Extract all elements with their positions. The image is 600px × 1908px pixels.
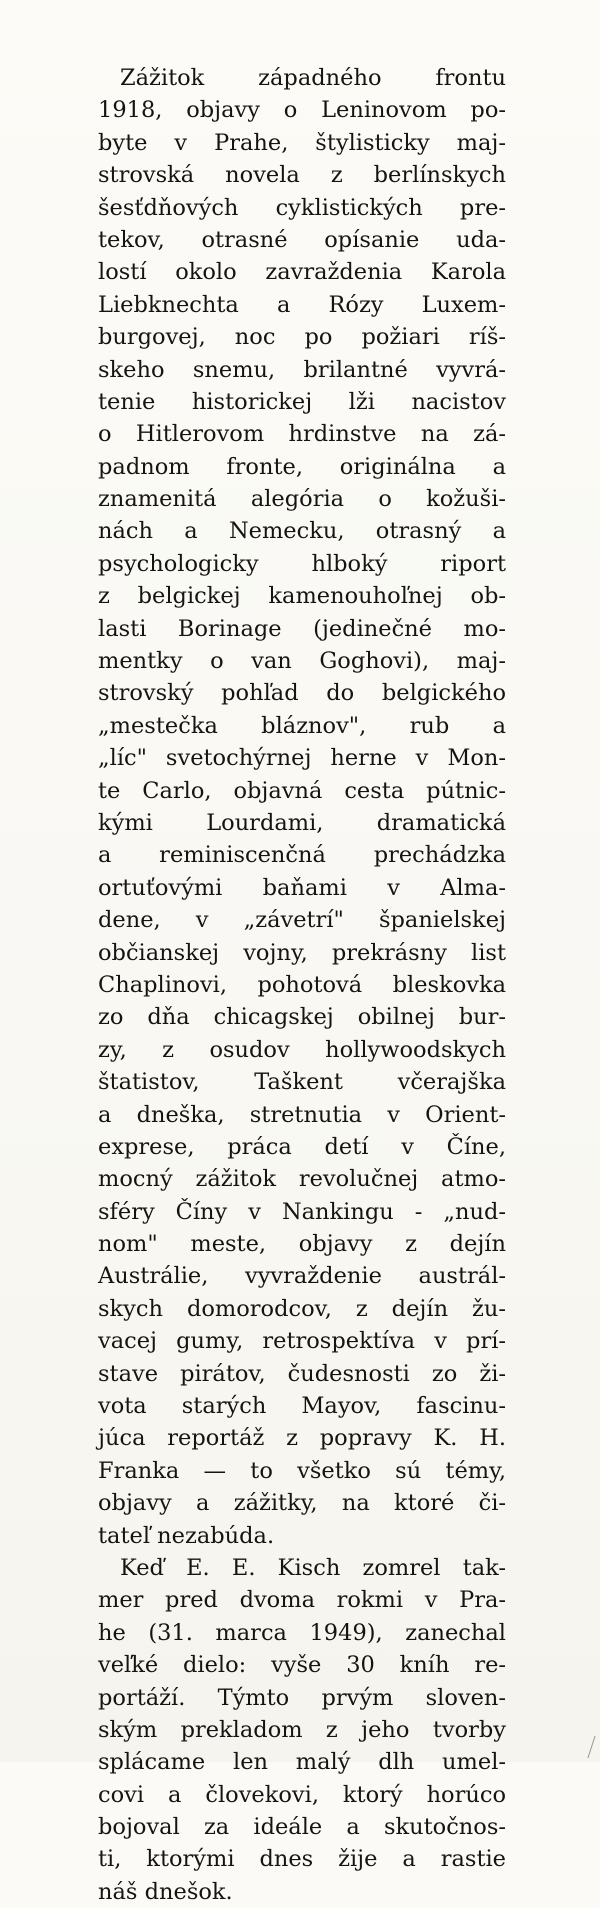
text-line: lostí okolo zavraždenia Karola [98,259,506,286]
text-line: skych domorodcov, z dejín žu- [98,1295,506,1322]
text-line: burgovej, noc po požiari ríš- [98,324,506,351]
text-line: mer pred dvoma rokmi v Pra- [98,1587,506,1614]
text-line: júca reportáž z popravy K. H. [98,1425,506,1452]
text-line: tateľ nezabúda. [98,1522,275,1549]
text-line: vacej gumy, retrospektíva v prí- [98,1328,506,1355]
text-line: mocný zážitok revolučnej atmo- [98,1166,506,1193]
text-line: Chaplinovi, pohotová bleskovka [98,971,506,998]
text-line: objavy a zážitky, na ktoré či- [98,1490,506,1517]
text-line: exprese, práca detí v Číne, [98,1133,506,1160]
text-line: lasti Borinage (jedinečné mo- [98,615,506,642]
text-line: byte v Prahe, štylisticky maj- [98,129,506,156]
text-line: padnom fronte, originálna a [98,453,506,480]
text-line: o Hitlerovom hrdinstve na zá- [98,421,506,448]
text-line: he (31. marca 1949), zanechal [98,1619,506,1646]
text-line: nom" meste, objavy z dejín [98,1231,506,1258]
text-line: „mestečka bláznov", rub a [98,712,506,739]
text-line: sféry Číny v Nankingu - „nud- [98,1198,506,1225]
text-line: te Carlo, objavná cesta pútnic- [98,777,506,804]
text-line: veľké dielo: vyše 30 kníh re- [98,1652,506,1679]
text-line: ti, ktorými dnes žije a rastie [98,1846,506,1873]
text-line: tekov, otrasné opísanie uda- [98,226,506,253]
text-line: ským prekladom z jeho tvorby [98,1716,506,1743]
text-line: bojoval za ideále a skutočnos- [98,1814,506,1841]
text-line: kými Lourdami, dramatická [98,809,506,836]
text-line: občianskej vojny, prekrásny list [98,939,506,966]
text-line: znamenitá alegória o kožuši- [98,486,506,513]
text-line: z belgickej kamenouhoľnej ob- [98,583,506,610]
text-line: šesťdňových cyklistických pre- [98,194,506,221]
text-line: strovský pohľad do belgického [98,680,506,707]
text-line: portáží. Týmto prvým sloven- [98,1684,506,1711]
text-line: a dneška, stretnutia v Orient- [98,1101,506,1128]
text-line: Keď E. E. Kisch zomrel tak- [120,1554,506,1581]
text-line: Franka — to všetko sú témy, [98,1457,506,1484]
text-line: dene, v „závetrí" španielskej [98,907,506,934]
text-line: psychologicky hlboký riport [98,550,506,577]
text-line: Zážitok západného frontu [120,65,506,91]
text-line: covi a človekovi, ktorý horúco [98,1781,506,1808]
text-line: tenie historickej lži nacistov [98,388,506,415]
text-line: nách a Nemecku, otrasný a [98,518,506,545]
text-line: stave pirátov, čudesnosti zo ži- [98,1360,506,1387]
text-line: ortuťovými baňami v Alma- [98,874,506,901]
text-column [98,62,506,1908]
text-line: skeho snemu, brilantné vyvrá- [98,356,506,383]
text-line: vota starých Mayov, fascinu- [98,1393,506,1420]
corner-pencil-mark [569,1736,595,1758]
text-line: splácame len malý dlh umel- [98,1749,506,1776]
text-line: mentky o van Goghovi), maj- [98,648,506,675]
text-line: Austrálie, vyvraždenie austrál- [98,1263,506,1290]
text-line: zo dňa chicagskej obilnej bur- [98,1004,506,1031]
text-line: strovská novela z berlínskych [98,162,506,189]
text-line: 1918, objavy o Leninovom po- [98,97,506,124]
text-line: zy, z osudov hollywoodskych [98,1036,506,1063]
text-line: štatistov, Taškent včerajška [98,1069,506,1096]
text-line: náš dnešok. [98,1878,233,1905]
text-line: a reminiscenčná prechádzka [98,842,506,869]
text-line: Liebknechta a Rózy Luxem- [98,291,506,318]
text-line: „líc" svetochýrnej herne v Mon- [98,745,506,772]
